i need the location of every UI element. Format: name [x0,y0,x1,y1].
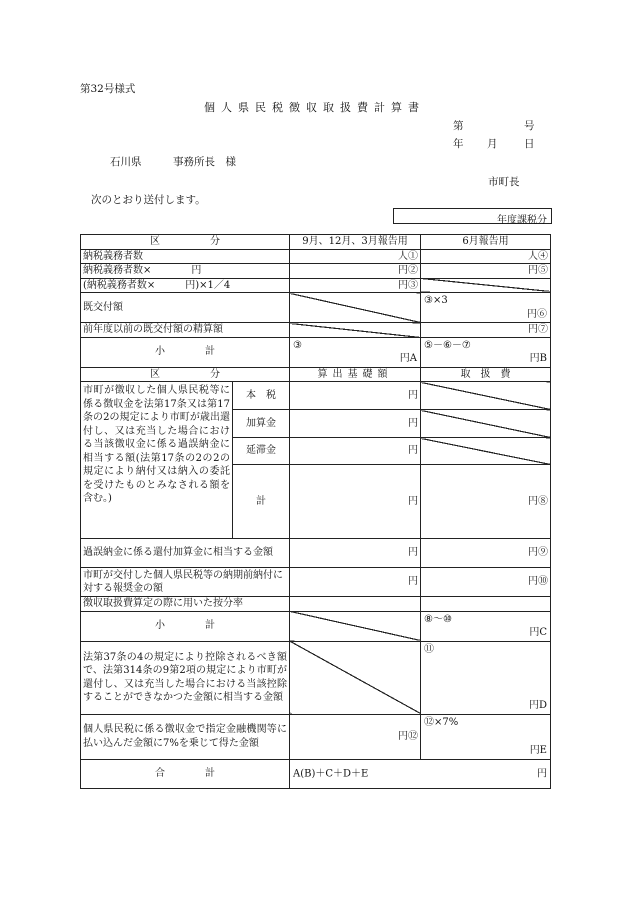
row-art37-yen: 円D [528,700,547,711]
document-title: 個人県民税徴収取扱費計算書 [204,101,425,114]
row-designated-yen: 円E [529,745,547,756]
header2-fee: 取 扱 費 [421,367,551,382]
fiscal-year-box [393,208,552,224]
row-ratio-label: 徴収取扱費算定の際に用いた按分率 [81,597,290,612]
row-taxpayers-v2[interactable]: 人④ [421,249,551,264]
row-subtotal1-label: 小 計 [81,337,290,367]
refund-block-label: 市町が徴収した個人県民税等に係る徴収金を法第17条又は第17条の2の規定により市町が歳出還付し、又は充当した場合における当該徴収金に係る過誤納金に相当する額(法第17条の2の2の規定により納付又は納入の委託を受けたものとみなされる額を含む。) [81,382,233,539]
sub-total-fee[interactable]: 円⑧ [421,465,551,539]
row-art37-v2[interactable] [421,641,551,714]
row-art37-label: 法第37条の4の規定により控除されるべき額で、法第314条の9第2項の規定により市町が還付し、又は充当した場合における当該控除することができなかつた金額に相当する金額 [81,641,290,714]
row-subtotal2-v2[interactable] [421,611,551,641]
row-issued-v2[interactable] [421,293,551,323]
date-day: 日 [524,138,535,150]
grand-total-formula: A(B)＋C＋D＋E [293,767,369,779]
row-subtotal2-label: 小 計 [81,611,290,641]
row-settlement-v1-blank [290,323,421,338]
row-issued-formula: ③×3 [424,295,448,306]
sub-delinquent-amount[interactable]: 円 [290,438,421,465]
row-settlement-label: 前年度以前の既交付額の精算額 [81,323,290,338]
row-grand-total-value[interactable] [290,759,551,788]
row-refund-addition-amount[interactable]: 円 [290,539,421,568]
header-division: 区 分 [81,235,290,250]
row-quarter-v1[interactable]: 円③ [290,278,421,293]
row-designated-label: 個人県民税に係る徴収金で指定金融機関等に払い込んだ金額に7%を乗じて得た金額 [81,714,290,759]
header2-basis: 算出基礎額 [290,367,421,382]
number-label: 第 [453,120,464,132]
number-suffix: 号 [524,120,535,132]
row-taxpayers-yen-v2[interactable]: 円⑤ [421,264,551,279]
sub-additional: 加算金 [233,410,290,438]
date-year: 年 [453,138,464,150]
addressee: 石川県 事務所長 様 [110,156,236,168]
row-issued-yen: 円⑥ [527,308,547,320]
row-subtotal2-formula: ⑧～⑩ [424,613,452,625]
sub-additional-fee-blank [421,410,551,438]
date-month: 月 [487,138,498,150]
row-subtotal1-v2-formula: ⑤－⑥－⑦ [424,339,471,351]
sub-principal: 本 税 [233,382,290,410]
row-quarter-v2-blank [421,278,551,293]
sub-delinquent: 延滞金 [233,438,290,465]
form-number: 第32号様式 [80,83,136,95]
row-subtotal1-v2[interactable] [421,337,551,367]
row-subtotal1-v1-yen: 円A [399,353,417,364]
row-grand-total-label: 合 計 [81,759,290,788]
row-subtotal1-v2-yen: 円B [529,353,547,364]
row-designated-amount[interactable]: 円⑫ [290,714,421,759]
row-subtotal2-yen: 円C [529,627,547,638]
row-refund-addition-fee[interactable]: 円⑨ [421,539,551,568]
row-reward-amount[interactable]: 円 [290,568,421,597]
row-refund-addition-label: 過誤納金に係る還付加算金に相当する金額 [81,539,290,568]
row-art37-formula: ⑪ [424,643,434,655]
calculation-table [80,234,551,789]
sub-total-amount[interactable]: 円 [290,465,421,539]
row-ratio-v1[interactable] [290,597,421,612]
row-issued-label: 既交付額 [81,293,290,323]
header-col-jun: 6月報告用 [421,235,551,250]
row-subtotal1-v1-formula: ③ [293,339,302,351]
row-subtotal2-v1-blank [290,611,421,641]
row-taxpayers-v1[interactable]: 人① [290,249,421,264]
grand-total-yen: 円 [537,767,547,779]
row-taxpayers-label: 納税義務者数 [81,249,290,264]
row-quarter-label: (納税義務者数× 円)×1／4 [81,278,290,293]
row-designated-formula: ⑫×7% [424,716,459,728]
row-taxpayers-yen-label: 納税義務者数× 円 [81,264,290,279]
header-col-sep-mar: 9月、12月、3月報告用 [290,235,421,250]
sub-additional-amount[interactable]: 円 [290,410,421,438]
sub-principal-amount[interactable]: 円 [290,382,421,410]
row-reward-label: 市町が交付した個人県民税等の納期前納付に対する報奨金の額 [81,568,290,597]
row-reward-fee[interactable]: 円⑩ [421,568,551,597]
sender: 市町長 [488,176,520,188]
row-designated-fee[interactable] [421,714,551,759]
row-ratio-v2[interactable] [421,597,551,612]
row-subtotal1-v1[interactable] [290,337,421,367]
intro-text: 次のとおり送付します。 [91,194,206,206]
header2-division: 区 分 [81,367,290,382]
sub-principal-fee-blank [421,382,551,410]
row-art37-v1-blank [290,641,421,714]
row-issued-v1-blank [290,293,421,323]
sub-total: 計 [233,465,290,539]
row-taxpayers-yen-v1[interactable]: 円② [290,264,421,279]
sub-delinquent-fee-blank [421,438,551,465]
row-settlement-v2[interactable]: 円⑦ [421,323,551,338]
fiscal-year-label: 年度課税分 [497,215,547,226]
